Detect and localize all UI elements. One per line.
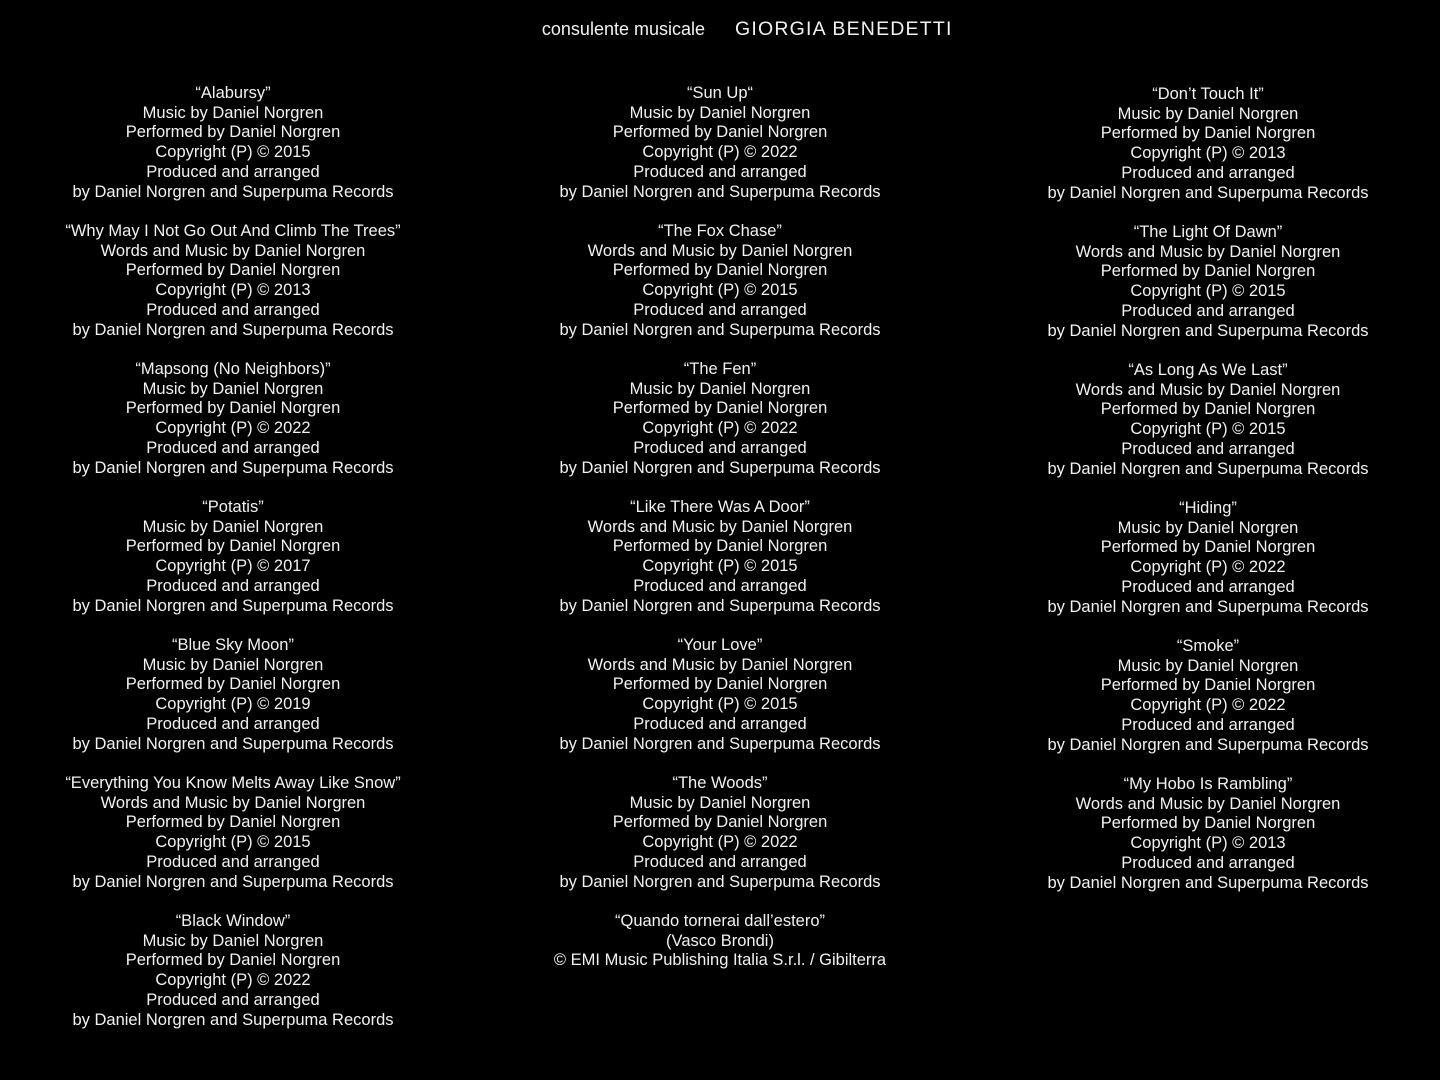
credit-line: Performed by Daniel Norgren: [1100, 400, 1316, 419]
credit-line: Music by Daniel Norgren: [629, 103, 811, 122]
credit-line: Performed by Daniel Norgren: [1100, 538, 1316, 557]
credit-line: Produced and arranged: [146, 438, 320, 457]
song-credit: [510, 912, 930, 1050]
credit-line: by Daniel Norgren and Superpuma Records: [72, 872, 394, 891]
credit-line: Produced and arranged: [1121, 301, 1295, 320]
song-title: “Your Love”: [677, 636, 763, 654]
credit-line: Words and Music by Daniel Norgren: [1075, 242, 1341, 261]
credit-line: Produced and arranged: [146, 852, 320, 871]
credit-line: by Daniel Norgren and Superpuma Records: [559, 182, 881, 201]
song-title: “Black Window”: [175, 912, 291, 930]
song-title: “Smoke”: [1176, 637, 1240, 655]
credit-line: Performed by Daniel Norgren: [612, 675, 828, 694]
credit-line: Performed by Daniel Norgren: [125, 537, 341, 556]
song-credit: [510, 84, 930, 222]
credit-line: Copyright (P) © 2013: [1130, 144, 1286, 163]
credit-line: Music by Daniel Norgren: [629, 793, 811, 812]
song-title: “The Fox Chase”: [658, 222, 782, 240]
credit-line: Copyright (P) © 2015: [642, 695, 798, 714]
credit-line: Produced and arranged: [146, 576, 320, 595]
credit-line: by Daniel Norgren and Superpuma Records: [72, 734, 394, 753]
song-credit: [998, 223, 1418, 361]
credit-line: Performed by Daniel Norgren: [1100, 676, 1316, 695]
credit-line: Produced and arranged: [1121, 853, 1295, 872]
credit-line: Copyright (P) © 2015: [642, 281, 798, 300]
song-title: “The Light Of Dawn”: [1133, 223, 1283, 241]
credit-name: GIORGIA BENEDETTI: [735, 18, 953, 40]
credit-line: Performed by Daniel Norgren: [612, 123, 828, 142]
credit-line: Copyright (P) © 2022: [155, 419, 311, 438]
song-title: “Everything You Know Melts Away Like Snow”: [65, 774, 401, 792]
credit-line: Copyright (P) © 2022: [642, 143, 798, 162]
credit-line: Copyright (P) © 2022: [642, 833, 798, 852]
credit-line: Words and Music by Daniel Norgren: [1075, 794, 1341, 813]
song-title: “Sun Up“: [686, 84, 754, 102]
credit-line: Copyright (P) © 2019: [155, 695, 311, 714]
song-title: “Hiding”: [1179, 499, 1237, 517]
credit-line: Music by Daniel Norgren: [1117, 656, 1299, 675]
credit-line: Music by Daniel Norgren: [1117, 518, 1299, 537]
credit-line: by Daniel Norgren and Superpuma Records: [72, 458, 394, 477]
credit-line: Produced and arranged: [633, 714, 807, 733]
credit-line: Produced and arranged: [146, 714, 320, 733]
credit-line: Produced and arranged: [146, 300, 320, 319]
credit-line: Performed by Daniel Norgren: [1100, 124, 1316, 143]
song-title: “The Woods”: [672, 774, 768, 792]
credit-line: by Daniel Norgren and Superpuma Records: [72, 1010, 394, 1029]
song-title: “Don’t Touch It”: [1152, 85, 1264, 103]
song-title: “Alabursy”: [195, 84, 271, 102]
credit-line: (Vasco Brondi): [666, 931, 774, 950]
credit-line: Copyright (P) © 2015: [155, 833, 311, 852]
credit-line: Music by Daniel Norgren: [142, 655, 324, 674]
song-title: “Blue Sky Moon”: [172, 636, 294, 654]
credit-line: by Daniel Norgren and Superpuma Records: [1047, 183, 1369, 202]
credit-line: Performed by Daniel Norgren: [612, 537, 828, 556]
credits-header: [0, 16, 1440, 42]
credit-line: Produced and arranged: [1121, 715, 1295, 734]
credit-line: Music by Daniel Norgren: [142, 931, 324, 950]
credit-line: by Daniel Norgren and Superpuma Records: [1047, 459, 1369, 478]
credit-line: Produced and arranged: [146, 162, 320, 181]
credit-line: Copyright (P) © 2015: [1130, 420, 1286, 439]
song-credit: [998, 85, 1418, 223]
credit-line: Words and Music by Daniel Norgren: [587, 241, 853, 260]
song-title: “As Long As We Last”: [1128, 361, 1288, 379]
song-credit: [23, 912, 443, 1050]
song-title: “Mapsong (No Neighbors)”: [135, 360, 331, 378]
credit-line: Performed by Daniel Norgren: [125, 813, 341, 832]
credit-line: Performed by Daniel Norgren: [125, 261, 341, 280]
song-credit: [510, 222, 930, 360]
credit-line: Copyright (P) © 2022: [642, 419, 798, 438]
credit-line: Copyright (P) © 2015: [1130, 282, 1286, 301]
credit-line: Produced and arranged: [1121, 439, 1295, 458]
song-credit: [23, 222, 443, 360]
song-credit: [998, 361, 1418, 499]
credit-line: Performed by Daniel Norgren: [125, 675, 341, 694]
credit-line: by Daniel Norgren and Superpuma Records: [559, 596, 881, 615]
credit-line: Words and Music by Daniel Norgren: [100, 241, 366, 260]
credit-line: by Daniel Norgren and Superpuma Records: [1047, 321, 1369, 340]
credit-line: by Daniel Norgren and Superpuma Records: [72, 182, 394, 201]
credit-line: Music by Daniel Norgren: [142, 103, 324, 122]
credit-line: Produced and arranged: [633, 162, 807, 181]
credit-line: Performed by Daniel Norgren: [1100, 814, 1316, 833]
credits-column-left: [23, 84, 443, 1050]
credit-line: by Daniel Norgren and Superpuma Records: [559, 458, 881, 477]
credit-line: by Daniel Norgren and Superpuma Records: [1047, 597, 1369, 616]
credit-line: Produced and arranged: [633, 300, 807, 319]
credit-line: by Daniel Norgren and Superpuma Records: [1047, 735, 1369, 754]
song-title: “Like There Was A Door”: [630, 498, 810, 516]
song-credit: [998, 775, 1418, 913]
song-credit: [510, 636, 930, 774]
song-credit: [23, 498, 443, 636]
credit-line: by Daniel Norgren and Superpuma Records: [1047, 873, 1369, 892]
song-credit: [23, 360, 443, 498]
credit-line: Performed by Daniel Norgren: [125, 951, 341, 970]
credit-role: consulente musicale: [541, 19, 705, 39]
credit-line: Music by Daniel Norgren: [142, 379, 324, 398]
song-title: “Why May I Not Go Out And Climb The Trees”: [65, 222, 401, 240]
credit-line: by Daniel Norgren and Superpuma Records: [559, 734, 881, 753]
credit-line: Words and Music by Daniel Norgren: [587, 517, 853, 536]
credit-line: by Daniel Norgren and Superpuma Records: [72, 596, 394, 615]
credit-line: Produced and arranged: [146, 990, 320, 1009]
song-credit: [510, 498, 930, 636]
song-title: “Potatis”: [202, 498, 264, 516]
credit-line: Copyright (P) © 2013: [155, 281, 311, 300]
credit-line: Performed by Daniel Norgren: [612, 399, 828, 418]
song-credit: [23, 774, 443, 912]
credit-line: Copyright (P) © 2017: [155, 557, 311, 576]
credit-line: Copyright (P) © 2015: [642, 557, 798, 576]
credit-line: Performed by Daniel Norgren: [612, 813, 828, 832]
song-credit: [510, 360, 930, 498]
credit-line: Copyright (P) © 2015: [155, 143, 311, 162]
credit-line: Music by Daniel Norgren: [1117, 104, 1299, 123]
credit-line: Produced and arranged: [633, 576, 807, 595]
credit-line: Produced and arranged: [633, 438, 807, 457]
song-credit: [998, 637, 1418, 775]
credit-line: by Daniel Norgren and Superpuma Records: [559, 320, 881, 339]
credit-line: Copyright (P) © 2013: [1130, 834, 1286, 853]
song-credit: [23, 636, 443, 774]
song-credit: [23, 84, 443, 222]
credit-line: Music by Daniel Norgren: [629, 379, 811, 398]
credit-line: Produced and arranged: [1121, 577, 1295, 596]
credits-column-middle: [510, 84, 930, 1050]
credit-line: Performed by Daniel Norgren: [1100, 262, 1316, 281]
credit-line: by Daniel Norgren and Superpuma Records: [559, 872, 881, 891]
song-credit: [510, 774, 930, 912]
credit-line: © EMI Music Publishing Italia S.r.l. / Gibilterra: [553, 951, 887, 970]
credit-line: Performed by Daniel Norgren: [125, 123, 341, 142]
credit-line: Produced and arranged: [633, 852, 807, 871]
song-title: “Quando tornerai dall’estero”: [614, 912, 826, 930]
song-credit: [998, 499, 1418, 637]
credit-line: Words and Music by Daniel Norgren: [587, 655, 853, 674]
credit-line: Copyright (P) © 2022: [1130, 696, 1286, 715]
credits-column-right: [998, 85, 1418, 913]
credit-line: Music by Daniel Norgren: [142, 517, 324, 536]
song-title: “My Hobo Is Rambling”: [1123, 775, 1293, 793]
credit-line: Words and Music by Daniel Norgren: [100, 793, 366, 812]
credit-line: Copyright (P) © 2022: [155, 971, 311, 990]
credit-line: Performed by Daniel Norgren: [125, 399, 341, 418]
credit-line: by Daniel Norgren and Superpuma Records: [72, 320, 394, 339]
credit-line: Performed by Daniel Norgren: [612, 261, 828, 280]
credit-line: Produced and arranged: [1121, 163, 1295, 182]
credit-line: Words and Music by Daniel Norgren: [1075, 380, 1341, 399]
song-title: “The Fen”: [683, 360, 757, 378]
credit-line: Copyright (P) © 2022: [1130, 558, 1286, 577]
